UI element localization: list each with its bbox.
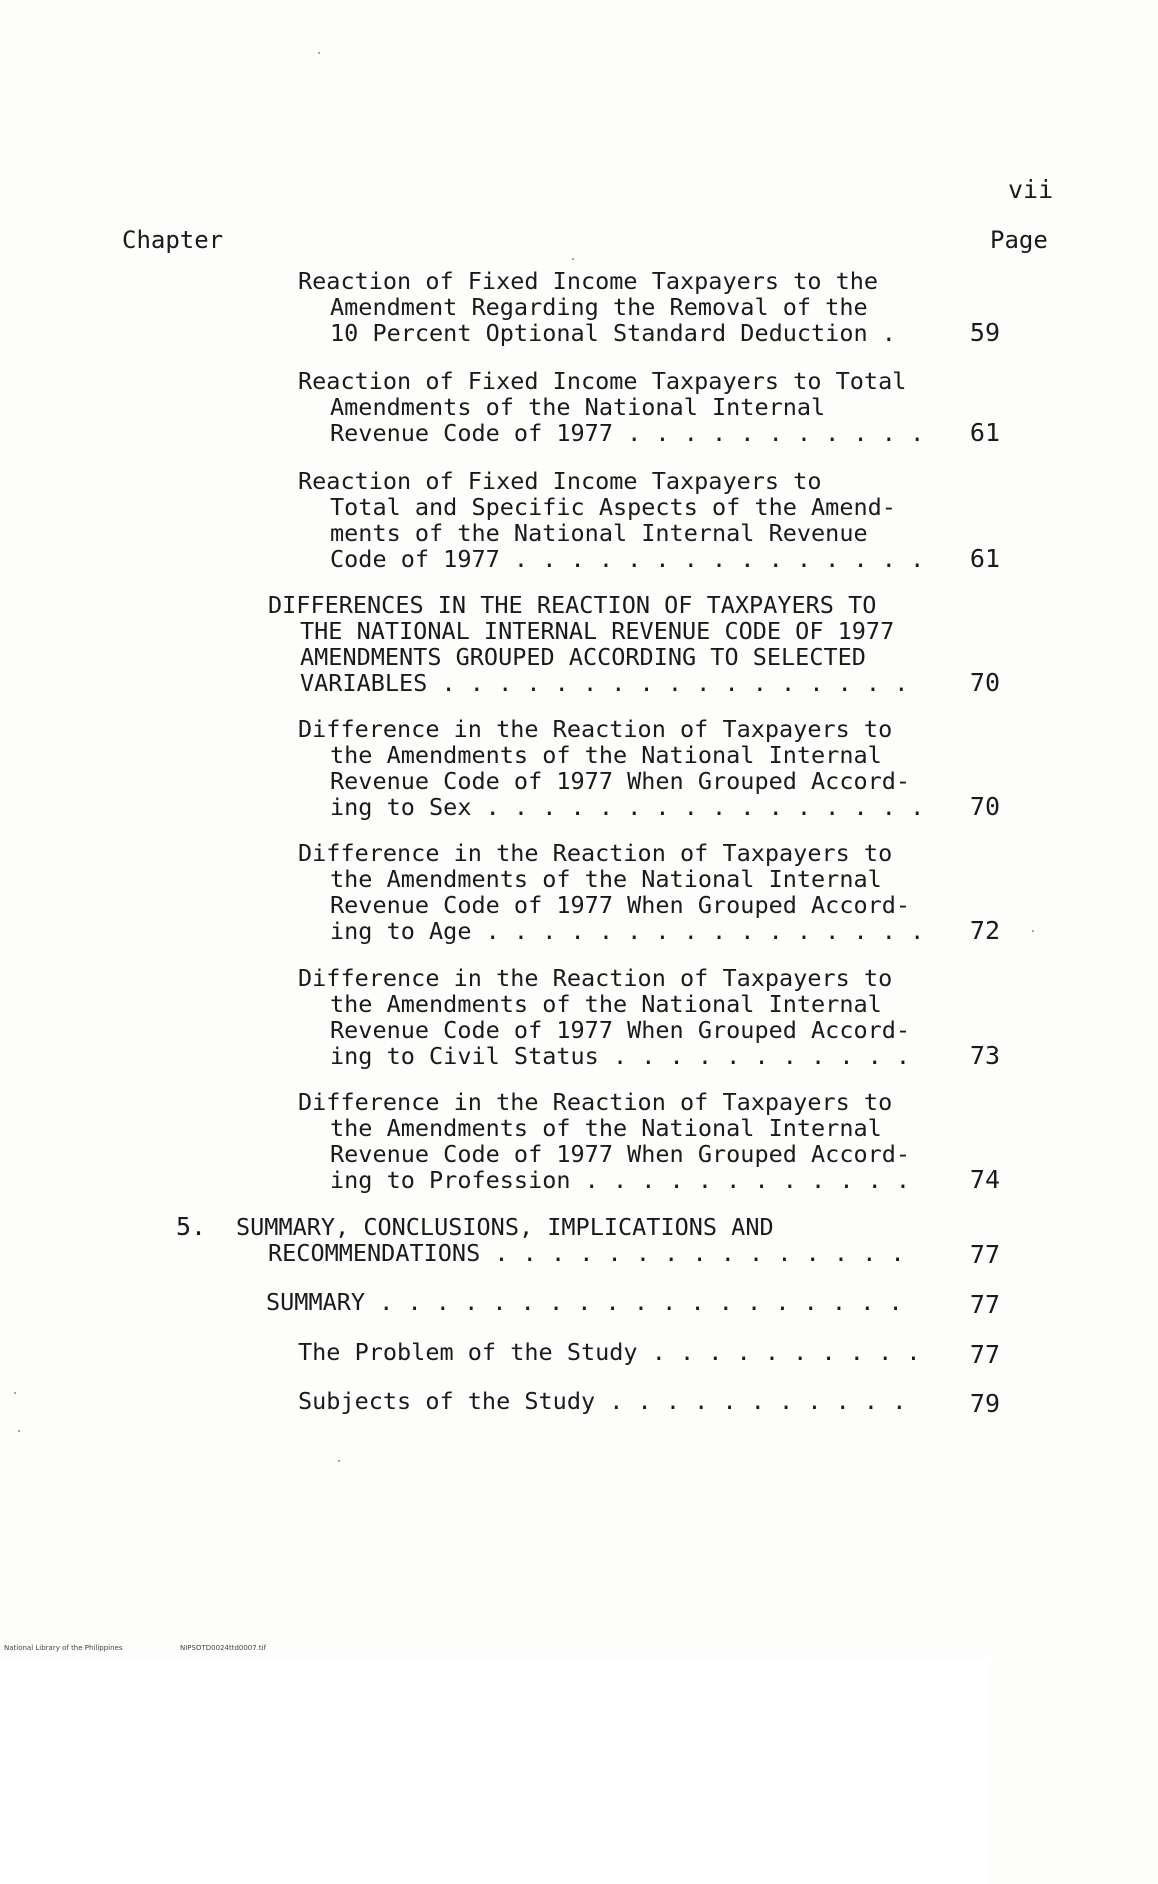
toc-entry-line: Amendment Regarding the Removal of the <box>330 293 868 321</box>
scan-speck <box>18 1430 20 1432</box>
toc-entry-line: Difference in the Reaction of Taxpayers to <box>298 964 893 992</box>
toc-entry-line: the Amendments of the National Internal <box>330 865 882 893</box>
toc-entry-line: Total and Specific Aspects of the Amend- <box>330 493 896 521</box>
toc-entry-line: AMENDMENTS GROUPED ACCORDING TO SELECTED <box>300 643 866 671</box>
page-number: vii <box>1008 175 1054 204</box>
toc-section-entry <box>266 1289 903 1315</box>
scan-speck <box>1032 930 1034 932</box>
toc-entry-line: ments of the National Internal Revenue <box>330 519 868 547</box>
toc-entry <box>298 468 924 572</box>
toc-page-number: 61 <box>969 544 1000 573</box>
toc-page-number: 61 <box>969 418 1000 447</box>
toc-page-number: 70 <box>969 792 1000 821</box>
toc-entry-line: Reaction of Fixed Income Taxpayers to the <box>298 267 879 295</box>
toc-entry-line: the Amendments of the National Internal <box>330 990 882 1018</box>
toc-entry-line: Amendments of the National Internal <box>330 393 826 421</box>
toc-entry-line: ing to Age . . . . . . . . . . . . . . . . <box>330 917 925 945</box>
toc-entry-line: ing to Sex . . . . . . . . . . . . . . . . <box>330 793 925 821</box>
page-column-header: Page <box>990 226 1158 1884</box>
toc-page-number: 72 <box>969 916 1000 945</box>
toc-entry-line: Reaction of Fixed Income Taxpayers to <box>298 467 822 495</box>
toc-entry-line: DIFFERENCES IN THE REACTION OF TAXPAYERS TO <box>268 591 877 619</box>
toc-entry-line: Revenue Code of 1977 When Grouped Accord- <box>330 767 911 795</box>
toc-entry-line: THE NATIONAL INTERNAL REVENUE CODE OF 1977 <box>300 617 895 645</box>
toc-page-number: 73 <box>969 1041 1000 1070</box>
toc-entry-line: ing to Profession . . . . . . . . . . . . <box>330 1166 911 1194</box>
toc-entry <box>298 1388 906 1414</box>
toc-entry-line: Revenue Code of 1977 When Grouped Accord- <box>330 1016 911 1044</box>
toc-page-number: 59 <box>969 318 1000 347</box>
chapter-column-header: Chapter <box>122 226 224 254</box>
toc-entry-line: SUMMARY . . . . . . . . . . . . . . . . . . . <box>266 1288 903 1316</box>
toc-entry-line: Difference in the Reaction of Taxpayers to <box>298 839 893 867</box>
toc-entry-line: The Problem of the Study . . . . . . . . . . <box>298 1338 921 1366</box>
toc-entry-line: Reaction of Fixed Income Taxpayers to Total <box>298 367 907 395</box>
scan-speck <box>318 52 320 54</box>
toc-entry-line: Code of 1977 . . . . . . . . . . . . . . . <box>330 545 925 573</box>
toc-entry <box>298 268 896 346</box>
toc-page-number: 77 <box>969 1340 1000 1369</box>
scan-footer-filename: NIPSOTD0024ttd0007.tif <box>180 1644 267 1652</box>
toc-entry-line: the Amendments of the National Internal <box>330 741 882 769</box>
toc-entry-line: Difference in the Reaction of Taxpayers to <box>298 1088 893 1116</box>
toc-entry-line: Revenue Code of 1977 When Grouped Accord- <box>330 891 911 919</box>
toc-page-number: 79 <box>969 1389 1000 1418</box>
toc-entry-line: 10 Percent Optional Standard Deduction . <box>330 319 896 347</box>
toc-page-number: 70 <box>969 668 1000 697</box>
toc-entry <box>298 368 924 446</box>
toc-entry <box>298 1089 910 1193</box>
toc-page-number: 74 <box>969 1165 1000 1194</box>
toc-entry-line: Revenue Code of 1977 When Grouped Accord- <box>330 1140 911 1168</box>
toc-entry <box>298 716 924 820</box>
toc-entry <box>298 965 910 1069</box>
toc-chapter-entry <box>236 1214 905 1266</box>
chapter-number: 5. <box>176 1212 207 1241</box>
toc-entry-line: SUMMARY, CONCLUSIONS, IMPLICATIONS AND <box>236 1213 774 1241</box>
toc-entry-line: Difference in the Reaction of Taxpayers to <box>298 715 893 743</box>
toc-entry <box>298 840 924 944</box>
toc-section-entry <box>268 592 908 696</box>
toc-entry-line: RECOMMENDATIONS . . . . . . . . . . . . . . . <box>268 1239 905 1267</box>
scan-speck <box>572 258 574 260</box>
toc-entry-line: Revenue Code of 1977 . . . . . . . . . . . <box>330 419 925 447</box>
scan-speck <box>338 1460 340 1462</box>
scan-footer-source: National Library of the Philippines <box>4 1644 123 1652</box>
toc-entry-line: Subjects of the Study . . . . . . . . . . . <box>298 1387 907 1415</box>
toc-page-number: 77 <box>969 1290 1000 1319</box>
toc-entry-line: the Amendments of the National Internal <box>330 1114 882 1142</box>
toc-page-number: 77 <box>969 1240 1000 1269</box>
toc-entry <box>298 1339 921 1365</box>
toc-entry-line: ing to Civil Status . . . . . . . . . . . <box>330 1042 911 1070</box>
toc-entry-line: VARIABLES . . . . . . . . . . . . . . . . . <box>300 669 909 697</box>
scan-speck <box>14 1392 16 1394</box>
